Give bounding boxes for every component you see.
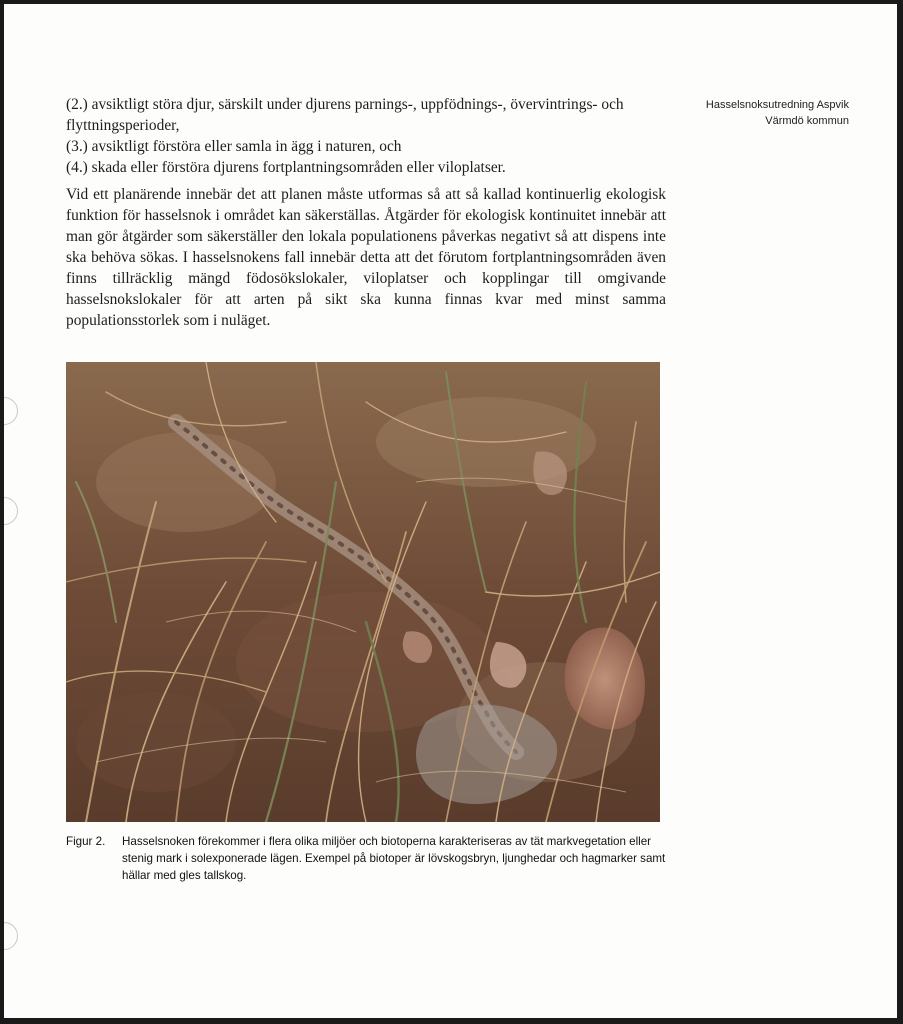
header-title: Hasselsnoksutredning Aspvik bbox=[705, 99, 849, 111]
binder-hole bbox=[4, 397, 18, 425]
binder-hole bbox=[4, 922, 18, 950]
list-item: (4.) skada eller förstöra djurens fortplantningsområden eller viloplatser. bbox=[66, 159, 506, 176]
figure-label: Figur 2. bbox=[66, 835, 106, 848]
running-header bbox=[706, 97, 849, 129]
figure-caption bbox=[66, 833, 666, 884]
document-page bbox=[4, 4, 897, 1018]
list-item: (2.) avsiktligt störa djur, särskilt under djurens parnings-, uppfödnings-, övervintrings- och flyttningsperioder, bbox=[66, 96, 624, 134]
list-item: (3.) avsiktligt förstöra eller samla in ägg i naturen, och bbox=[66, 138, 402, 155]
header-municipality: Värmdö kommun bbox=[765, 115, 849, 127]
snake-in-grass-photo bbox=[66, 362, 660, 822]
paragraph: Vid ett planärende innebär det att planen måste utformas så att så kallad kontinuerlig ekologisk funktion för hasselsnok i området kan säkerställas. Åtgärder för ekologisk kontinuitet innebär att man gör åtgärder som säkerställer den lokala populationens påverkas negativt så att dispens inte ska behöva sökas. I hasselsnokens fall innebär detta att det förutom fortplantningsområden även finns tillräcklig mängd födosökslokaler, viloplatser och kopplingar till omgivande hasselsnokslokaler för att arten på sikt ska kunna finnas kvar med minst samma populationsstorlek som i nuläget. bbox=[66, 186, 666, 329]
caption-text: Hasselsnoken förekommer i flera olika miljöer och biotoperna karakteriseras av tät markvegetation eller stenig mark i solexponerade lägen. Exempel på biotoper är lövskogsbryn, ljunghedar och hagmarker samt hällar med gles tallskog. bbox=[122, 835, 666, 882]
body-text bbox=[66, 94, 666, 331]
photo-illustration bbox=[66, 362, 660, 822]
binder-hole bbox=[4, 497, 18, 525]
